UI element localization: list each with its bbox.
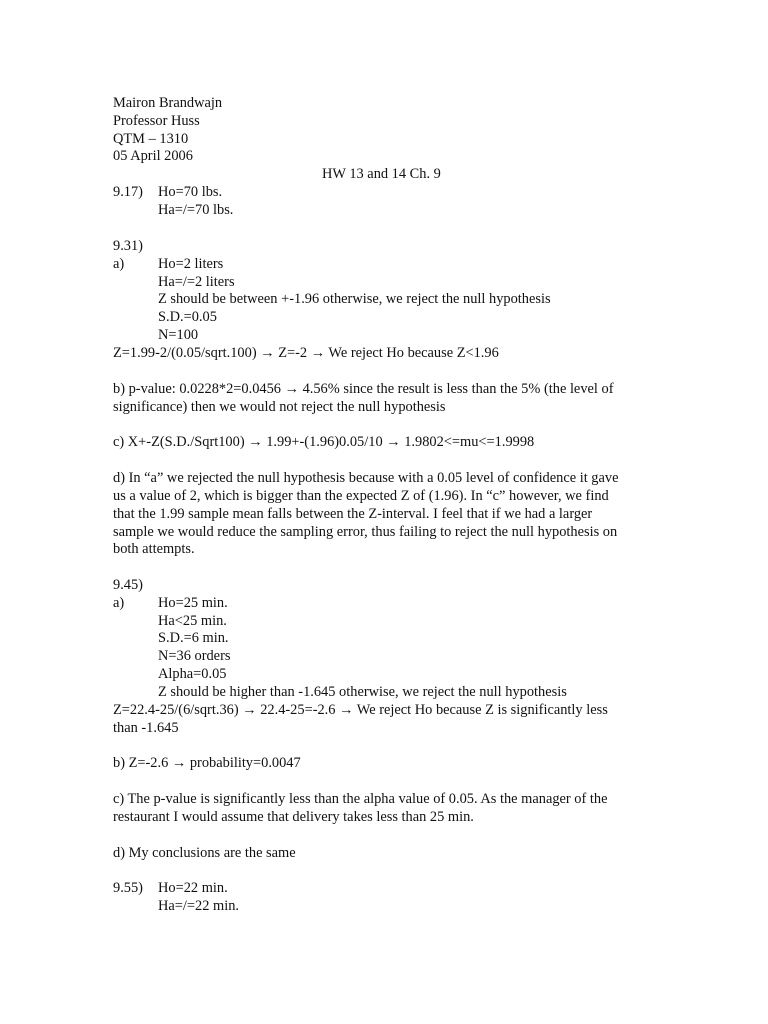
problem-9-45-a-calculation-2: than -1.645 — [113, 720, 179, 736]
problem-9-45-a-ho-line — [113, 594, 228, 612]
problem-9-55-label: 9.55) — [113, 880, 143, 896]
problem-9-31-a-ha: Ha=/=2 liters — [158, 274, 235, 290]
problem-9-17-label: 9.17) — [113, 184, 143, 200]
problem-9-45-a-alpha: Alpha=0.05 — [158, 666, 227, 682]
problem-9-17-ho-line — [113, 183, 222, 201]
problem-9-31-a-sd: S.D.=0.05 — [158, 309, 217, 325]
problem-9-31-b-line-2: significance) then we would not reject the null hypothesis — [113, 399, 446, 415]
professor-name: Professor Huss — [113, 113, 200, 129]
problem-9-45-a-calculation-1: Z=22.4-25/(6/sqrt.36) → 22.4-25=-2.6 → We reject Ho because Z is significantly less — [113, 702, 608, 718]
part-a-label: a) — [113, 595, 125, 611]
problem-9-31-a-calculation: Z=1.99-2/(0.05/sqrt.100) → Z=-2 → We reject Ho because Z<1.96 — [113, 345, 499, 361]
problem-9-55-ho: Ho=22 min. — [158, 880, 228, 896]
problem-9-31-d-line-4: sample we would reduce the sampling error, thus failing to reject the null hypothesis on — [113, 524, 618, 540]
problem-9-17-ho: Ho=70 lbs. — [158, 184, 223, 200]
problem-9-31-b-line-1: b) p-value: 0.0228*2=0.0456 → 4.56% since the result is less than the 5% (the level of — [113, 381, 614, 397]
problem-9-31-c-line: c) X+-Z(S.D./Sqrt100) → 1.99+-(1.96)0.05/10 → 1.9802<=mu<=1.9998 — [113, 434, 535, 450]
course-code: QTM – 1310 — [113, 131, 189, 147]
problem-9-45-d-line: d) My conclusions are the same — [113, 845, 296, 861]
problem-9-55-ha: Ha=/=22 min. — [158, 898, 239, 914]
document-title: HW 13 and 14 Ch. 9 — [322, 166, 441, 182]
problem-9-45-a-sd: S.D.=6 min. — [158, 630, 229, 646]
problem-9-45-b-line: b) Z=-2.6 → probability=0.0047 — [113, 755, 301, 771]
problem-9-17-ha: Ha=/=70 lbs. — [158, 202, 234, 218]
author-name: Mairon Brandwajn — [113, 95, 223, 111]
problem-9-55-ho-line — [113, 879, 228, 897]
problem-9-31-a-ho-line — [113, 255, 223, 273]
problem-9-31-label: 9.31) — [113, 238, 143, 254]
problem-9-31-a-ho: Ho=2 liters — [158, 256, 224, 272]
problem-9-31-d-line-3: that the 1.99 sample mean falls between the Z-interval. I feel that if we had a larger — [113, 506, 593, 522]
problem-9-45-c-line-1: c) The p-value is significantly less than the alpha value of 0.05. As the manager of the — [113, 791, 608, 807]
document-date: 05 April 2006 — [113, 148, 193, 164]
problem-9-45-a-ho: Ho=25 min. — [158, 595, 228, 611]
problem-9-45-label: 9.45) — [113, 577, 143, 593]
problem-9-31-a-n: N=100 — [158, 327, 199, 343]
problem-9-45-a-ha: Ha<25 min. — [158, 613, 227, 629]
problem-9-31-a-z-rule: Z should be between +-1.96 otherwise, we reject the null hypothesis — [158, 291, 551, 307]
problem-9-31-d-line-5: both attempts. — [113, 541, 195, 557]
problem-9-45-a-n: N=36 orders — [158, 648, 231, 664]
problem-9-45-c-line-2: restaurant I would assume that delivery takes less than 25 min. — [113, 809, 474, 825]
problem-9-31-d-line-1: d) In “a” we rejected the null hypothesis because with a 0.05 level of confidence it gave — [113, 470, 619, 486]
problem-9-45-a-z-rule: Z should be higher than -1.645 otherwise, we reject the null hypothesis — [158, 684, 567, 700]
problem-9-31-d-line-2: us a value of 2, which is bigger than the expected Z of (1.96). In “c” however, we find — [113, 488, 609, 504]
part-a-label: a) — [113, 256, 125, 272]
